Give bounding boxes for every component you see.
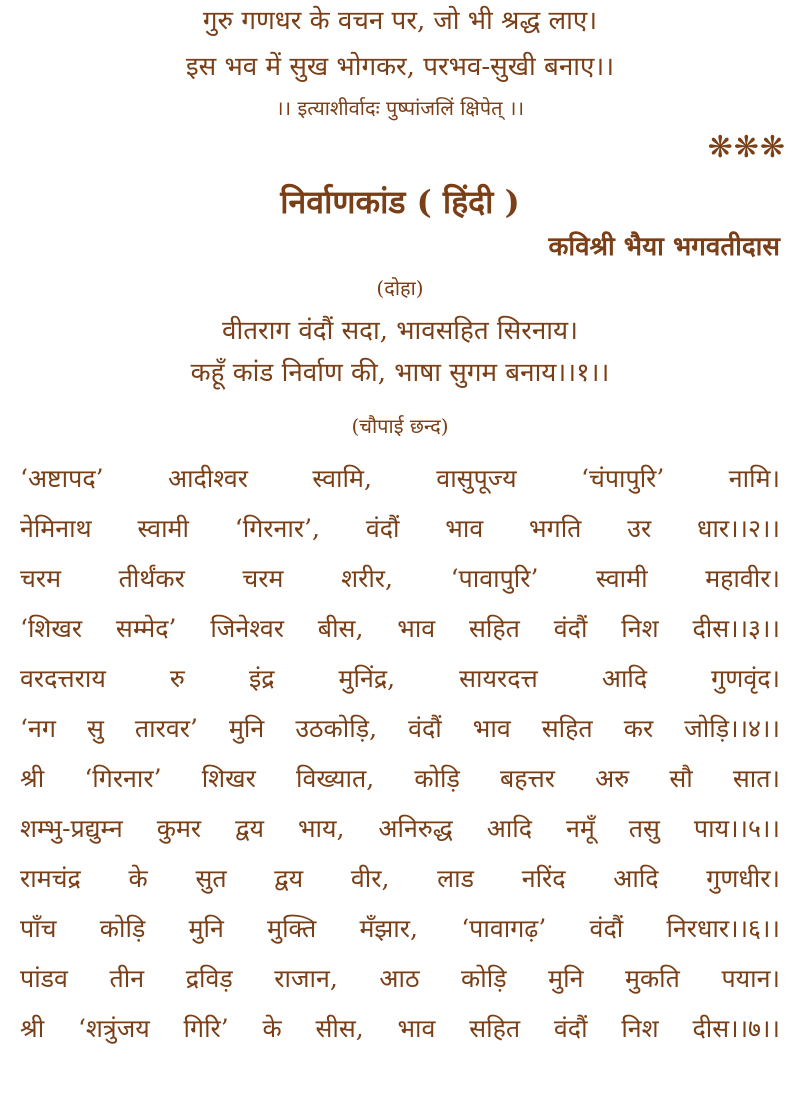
verse-line: श्री ‘शत्रुंजय गिरि’ के सीस, भाव सहित वंदौं निश दीस।।७।।	[20, 1014, 780, 1043]
verse-line: चरम तीर्थंकर चरम शरीर, ‘पावापुरि’ स्वामी महावीर।	[20, 564, 780, 593]
verse-line: रामचंद्र के सुत द्वय वीर, लाड नरिंद आदि गुणधीर।	[20, 864, 780, 893]
verse-line: पांडव तीन द्रविड़ राजान, आठ कोड़ि मुनि मुकति पयान।	[20, 964, 780, 993]
verse-line: श्री ‘गिरनार’ शिखर विख्यात, कोड़ि बहत्तर अरु सौ सात।	[20, 764, 780, 793]
doha-line-1: वीतराग वंदौं सदा, भावसहित सिरनाय।	[222, 316, 578, 346]
header-line-1: गुरु गणधर के वचन पर, जो भी श्रद्ध लाए।	[202, 6, 598, 36]
page-title: निर्वाणकांड ( हिंदी )	[280, 183, 520, 221]
blessing-line: ।। इत्याशीर्वादः पुष्पांजलिं क्षिपेत् ।।	[275, 96, 525, 120]
chaupai-label: (चौपाई छन्द)	[351, 414, 449, 438]
poet-name: कविश्री भैया भगवतीदास	[548, 232, 780, 262]
separator-stars: ❋❋❋	[707, 130, 786, 165]
verse-line: नेमिनाथ स्वामी ‘गिरनार’, वंदौं भाव भगति उर धार।।२।।	[20, 514, 780, 543]
verse-line: ‘अष्टापद’ आदीश्वर स्वामि, वासुपूज्य ‘चंपापुरि’ नामि।	[20, 464, 780, 493]
header-line-2: इस भव में सुख भोगकर, परभव-सुखी बनाए।।	[185, 52, 615, 82]
doha-label: (दोहा)	[376, 276, 424, 300]
verse-line: शम्भु-प्रद्युम्न कुमर द्वय भाय, अनिरुद्ध आदि नमूँ तसु पाय।।५।।	[20, 814, 780, 843]
verse-line: पाँच कोड़ि मुनि मुक्ति मँझार, ‘पावागढ़’ वंदौं निरधार।।६।।	[20, 914, 780, 943]
verse-line: वरदत्तराय रु इंद्र मुनिंद्र, सायरदत्त आदि गुणवृंद।	[20, 664, 780, 693]
doha-line-2: कहूँ कांड निर्वाण की, भाषा सुगम बनाय।।१।।	[190, 358, 610, 388]
verse-line: ‘शिखर सम्मेद’ जिनेश्वर बीस, भाव सहित वंदौं निश दीस।।३।।	[20, 614, 780, 643]
verse-line: ‘नग सु तारवर’ मुनि उठकोड़ि, वंदौं भाव सहित कर जोड़ि।।४।।	[20, 714, 780, 743]
